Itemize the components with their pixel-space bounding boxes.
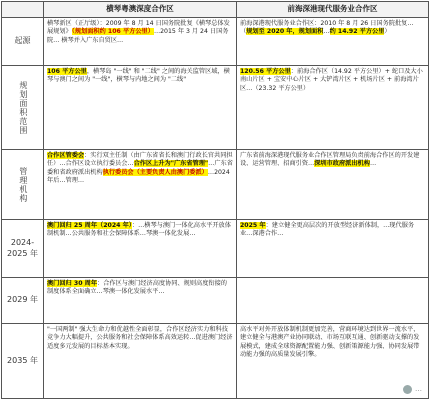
text: 前海深港现代服务业合作区：2010 年 8 月 26 日国务院批复…（ xyxy=(240,20,414,36)
highlight: 106 平方公里 xyxy=(47,68,87,75)
highlight: 120.56 平方公里 xyxy=(240,68,291,75)
cell-qianhai-2035 xyxy=(237,324,428,398)
highlight: 2025 年 xyxy=(240,222,266,229)
cell-hengqin-management xyxy=(44,150,237,219)
text: …广东省委和省政府派出机构 xyxy=(47,160,233,176)
cell-qianhai-management xyxy=(237,150,428,219)
highlight: 约 14.92 平方公里 xyxy=(329,28,385,36)
highlight: 澳门回归 25 周年（2024 年） xyxy=(47,222,132,229)
table-header-row xyxy=(2,2,428,18)
text: …2015 年 3 月 24 日国务院… 横琴并入广东自贸区… xyxy=(47,28,229,44)
watermark-text: … xyxy=(415,384,422,393)
text: ） xyxy=(384,28,391,36)
highlight: 执行委员会（主要负责人由澳门委派） xyxy=(102,168,208,176)
row-origin xyxy=(2,18,428,66)
header-hengqin: 横琴粤澳深度合作区 xyxy=(44,2,237,17)
text: "一国两制" 强大生命力和优越性全面彰显，合作区经济实力和科技竞争力大幅提升，公共服务和社会保障体系高效运转…促进澳门经济适度多元发展的目标基本实现。 xyxy=(47,326,233,350)
cell-hengqin-origin xyxy=(44,18,237,65)
text: … xyxy=(369,160,377,168)
row-label xyxy=(2,66,44,149)
highlight: 合作区管委会 xyxy=(47,152,85,159)
row-2029 xyxy=(2,278,428,324)
text: ：前海合作区（14.92 平方公里）+ 蛇口及大小南山片区 + 宝安中心片区 + 大铲湾片区 + 机场片区 + 前海湾片区…（23.32 平方公里） xyxy=(240,68,423,92)
cell-qianhai-area xyxy=(237,66,428,149)
row-label-text: 管理机构 xyxy=(18,166,28,203)
text: ，横琴岛 "一线" 和 "二线" 之间的海关监管区域，横琴与澳门之间为 "一线"，横琴与内地之间为 "二线" xyxy=(47,68,230,84)
cell-hengqin-2029 xyxy=(44,278,237,323)
header-col-label xyxy=(2,2,44,17)
text: ：实行双主任制（由广东省省长和澳门行政长官共同担任）…合作区设立执行委员会… xyxy=(47,152,233,168)
text: ：合作区与澳门经济高度协同、规则高度衔接的制度体系全面确立…琴澳一体化发展水平… xyxy=(47,280,227,296)
highlight: 澳门回归 30 周年 xyxy=(47,280,98,287)
cell-qianhai-2025 xyxy=(237,220,428,277)
highlight: （规划面积约 106 平方公里） xyxy=(71,28,154,36)
text: … xyxy=(323,28,330,36)
row-label: 起源 xyxy=(2,18,44,65)
highlight: 合作区上升为"广东省管理" xyxy=(133,160,209,168)
cell-qianhai-origin xyxy=(237,18,428,65)
highlight: 规划至 2020 年，规划面积 xyxy=(246,28,324,36)
row-label-text: 规划面积范围 xyxy=(18,80,28,135)
text: ：…横琴与澳门一体化高水平开放体制机制…公共服务和社会保障体系…琴澳一体化发展… xyxy=(47,222,231,238)
watermark xyxy=(403,385,422,394)
text: 广东省前海深港现代服务业合作区管理局负责前海合作区的开发建设、运营管理、招商引资… xyxy=(240,152,420,168)
row-area xyxy=(2,66,428,150)
text: ：建立健全更高层次的开放型经济新体制，…现代服务业…深港合作… xyxy=(240,222,415,238)
cell-hengqin-2035 xyxy=(44,324,237,398)
header-qianhai: 前海深港现代服务业合作区 xyxy=(237,2,428,17)
text: 横琴新区（正厅级）：2009 年 8 月 14 日国务院批复《横琴总体发展规划》 xyxy=(47,20,230,36)
row-2035 xyxy=(2,324,428,398)
comparison-table xyxy=(1,1,429,399)
row-label: 2035 年 xyxy=(2,324,44,398)
highlight: 深圳市政府派出机构 xyxy=(314,160,370,168)
row-management xyxy=(2,150,428,220)
cell-hengqin-area xyxy=(44,66,237,149)
row-2024-2025 xyxy=(2,220,428,278)
row-label xyxy=(2,150,44,219)
cell-hengqin-2024 xyxy=(44,220,237,277)
cell-qianhai-2029 xyxy=(237,278,428,323)
text: 高水平对外开放体制机制更加完善，营商环境达到世界一流水平，建立健全与港澳产业协同联动、市场互联互通、创新驱动支撑的发展模式，建成全球资源配置能力强、创新策源能力强、协同发展带动能力强的高质量发展引擎。 xyxy=(240,326,420,359)
text: …2024 年后…管理… xyxy=(47,168,230,185)
watermark-icon xyxy=(403,385,412,394)
row-label: 2029 年 xyxy=(2,278,44,323)
row-label: 2024-2025 年 xyxy=(2,220,44,277)
